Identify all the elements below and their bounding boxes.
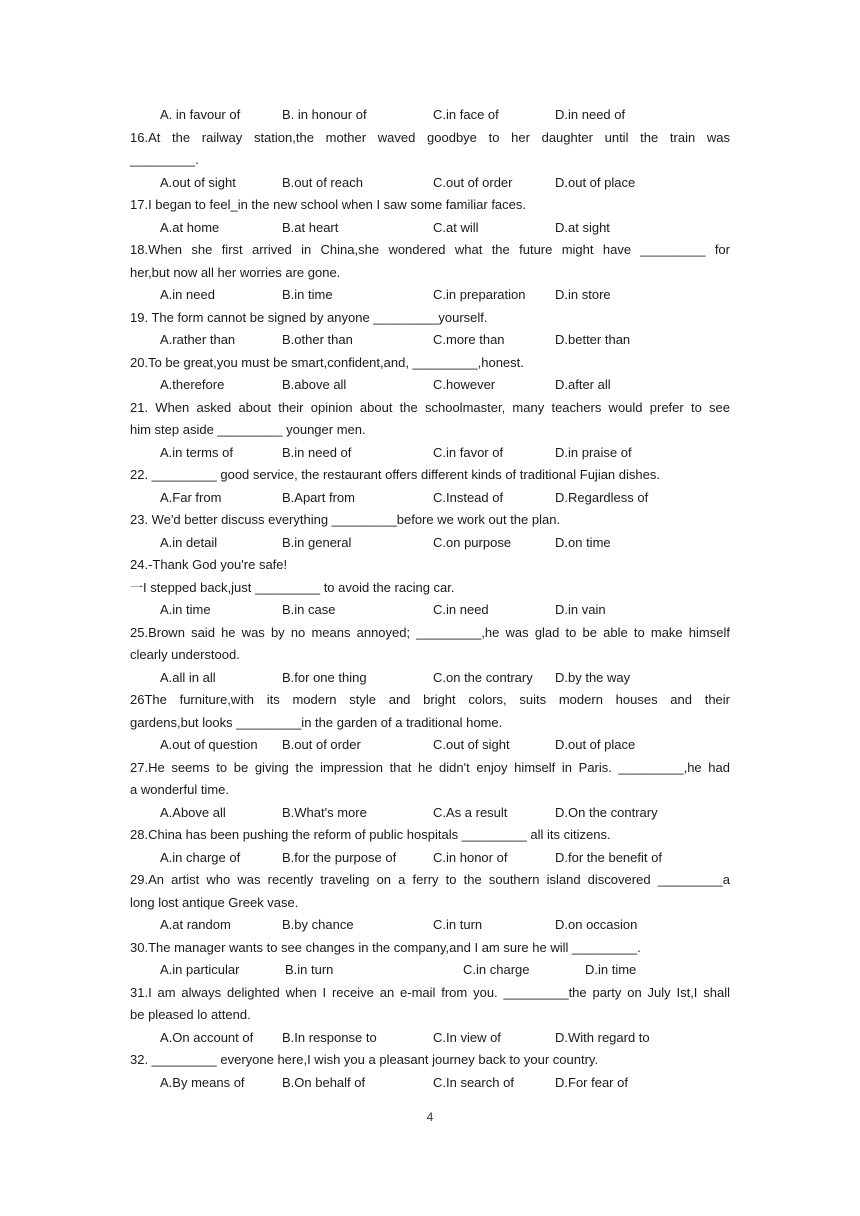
option-b: B.in case [282,602,336,617]
option-a: A.in detail [160,534,218,550]
options-row [130,487,730,510]
question-text: 26The furniture,with its modern style and bright colors, suits modern houses and their [130,692,730,707]
option-b: B.Apart from [282,489,355,505]
option-d: D.in praise of [555,444,632,460]
option-d: D.Regardless of [555,489,649,505]
question-text: 29.An artist who was recently traveling on a ferry to the southern island discovered _________a [130,872,730,887]
option-b: B.other than [282,332,353,347]
question-text: her,but now all her worries are gone. [130,264,341,280]
option-a: A.out of sight [160,174,236,190]
options-row [130,217,730,240]
option-c: C.in need [433,602,489,617]
question-text: 28.China has been pushing the reform of public hospitals _________ all its citizens. [130,827,611,842]
option-b: B.in need of [282,444,352,460]
option-d: D.on time [555,534,611,550]
option-c: C.In view of [433,1029,501,1045]
question-text: 一I stepped back,just _________ to avoid the racing car. [130,579,455,595]
question-text: clearly understood. [130,647,240,662]
option-a: A.at home [160,219,220,235]
option-a: A.in charge of [160,849,241,865]
options-row [130,667,730,690]
options-row [130,284,730,307]
options-row [130,104,730,127]
options-row [130,1072,730,1095]
option-c: C.in turn [433,917,483,932]
option-a: A.in time [160,602,211,617]
option-c: C.however [433,377,496,392]
question-text: 19. The form cannot be signed by anyone _________yourself. [130,309,488,325]
option-b: B.What's more [282,804,367,820]
options-row [130,914,730,937]
option-d: D.at sight [555,219,610,235]
question-text: 24.-Thank God you're safe! [130,557,288,572]
option-a: A.in terms of [160,444,233,460]
question-text: gardens,but looks _________in the garden of a traditional home. [130,714,503,730]
option-b: B.In response to [282,1029,377,1045]
question-text: 22. _________ good service, the restaurant offers different kinds of traditional Fujian dishes. [130,467,660,482]
option-c: C.out of sight [433,737,510,752]
options-row [130,734,730,757]
option-c: C.in favor of [433,444,504,460]
option-a: A.at random [160,917,231,932]
option-a: A.Far from [160,489,222,505]
option-d: D.in vain [555,602,606,617]
question-text: 31.I am always delighted when I receive an e-mail from you. _________the party on July Ist,I shall [130,984,730,1000]
option-d: D.by the way [555,669,631,685]
question-text: a wonderful time. [130,782,229,797]
question-text: 25.Brown said he was by no means annoyed; _________,he was glad to be able to make himself [130,624,730,640]
options-row [130,442,730,465]
options-row [130,532,730,555]
options-row [130,959,730,982]
option-b: B.at heart [282,219,339,235]
option-c: C.more than [433,332,505,347]
option-c: C.Instead of [433,489,504,505]
option-a: A.therefore [160,377,225,392]
option-c: C.out of order [433,174,513,190]
option-b: B.On behalf of [282,1074,366,1090]
option-b: B.for the purpose of [282,849,397,865]
option-d: D.For fear of [555,1074,628,1090]
question-text: 32. _________ everyone here,I wish you a pleasant journey back to your country. [130,1052,599,1067]
question-text: 23. We'd better discuss everything _________before we work out the plan. [130,512,561,527]
question-text: _________. [130,152,199,167]
option-b: B.by chance [282,917,354,932]
question-text: 30.The manager wants to see changes in the company,and I am sure he will _________. [130,939,641,955]
options-row [130,329,730,352]
options-row [130,374,730,397]
options-row [130,802,730,825]
question-text: 18.When she first arrived in China,she wondered what the future might have _________ for [130,242,730,257]
option-b: B.above all [282,377,347,392]
page-number: 4 [426,1110,434,1124]
option-a: A.Above all [160,804,226,820]
option-a: A.rather than [160,332,236,347]
option-c: C.in charge [463,962,530,977]
option-d: D.on occasion [555,917,638,932]
option-d: D.With regard to [555,1029,650,1045]
option-a: A. in favour of [160,107,241,122]
option-a: A.in particular [160,962,240,977]
options-row [130,847,730,870]
option-d: D.out of place [555,174,636,190]
option-c: C.at will [433,219,479,235]
option-a: A.By means of [160,1074,245,1090]
option-c: C.on purpose [433,534,512,550]
option-a: A.On account of [160,1029,254,1045]
option-d: D.for the benefit of [555,849,662,865]
option-c: C.on the contrary [433,669,533,685]
option-a: A.all in all [160,669,216,685]
question-text: 17.I began to feel_in the new school when I saw some familiar faces. [130,197,526,212]
option-c: C.As a result [433,804,508,820]
question-text: 27.He seems to be giving the impression that he didn't enjoy himself in Paris. _________,he had [130,759,730,775]
option-a: A.in need [160,287,215,302]
question-text: 16.At the railway station,the mother waved goodbye to her daughter until the train was [130,129,730,145]
options-row [130,1027,730,1050]
option-c: C.in honor of [433,849,508,865]
option-d: D.On the contrary [555,804,658,820]
option-c: C.In search of [433,1074,514,1090]
question-text: 20.To be great,you must be smart,confident,and, _________,honest. [130,354,524,370]
option-b: B.in general [282,534,352,550]
option-b: B.in time [282,287,333,302]
option-d: D.after all [555,377,611,392]
option-d: D.in time [585,962,637,977]
option-d: D.in need of [555,107,626,122]
option-b: B.out of reach [282,174,363,190]
options-row [130,172,730,195]
question-text: 21. When asked about their opinion about the schoolmaster, many teachers would prefer to see [130,399,730,415]
question-list [130,104,730,1094]
option-d: D.better than [555,332,631,347]
option-b: B.for one thing [282,669,367,685]
question-text: long lost antique Greek vase. [130,894,299,910]
question-text: be pleased lo attend. [130,1007,251,1022]
question-text: him step aside _________ younger men. [130,422,366,437]
option-d: D.in store [555,287,611,302]
option-b: B.in turn [285,962,334,977]
option-b: B.out of order [282,737,361,752]
option-a: A.out of question [160,737,258,752]
option-c: C.in face of [433,107,499,122]
option-c: C.in preparation [433,287,526,302]
options-row [130,599,730,622]
option-b: B. in honour of [282,107,367,122]
option-d: D.out of place [555,737,636,752]
